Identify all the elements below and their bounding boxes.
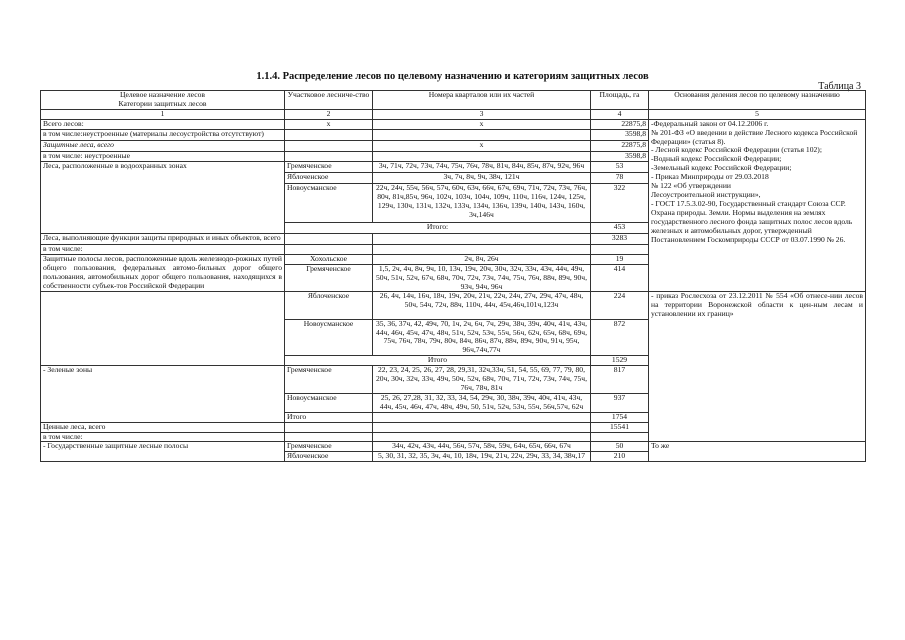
table-row — [41, 244, 866, 254]
header-quarters: Номера кварталов или их частей — [373, 91, 591, 110]
row-name — [41, 412, 285, 422]
row-area: 872 — [591, 319, 649, 356]
row-name — [41, 356, 285, 366]
row-basis — [649, 366, 866, 394]
section-title: 1.1.4. Распределение лесов по целевому назначению и категориям защитных лесов — [256, 71, 649, 82]
row-name: Ценные леса, всего — [41, 422, 285, 432]
row-quarters — [373, 432, 591, 442]
row-name: Защитные леса, всего — [41, 141, 285, 152]
row-name: в том числе: — [41, 244, 285, 254]
forest-distribution-table — [40, 90, 866, 462]
table-row — [41, 412, 866, 422]
row-forestry — [285, 244, 373, 254]
table-row — [41, 442, 866, 452]
row-name: в том числе:неустроенные (материалы лесоустройства отсутствуют) — [41, 130, 285, 141]
row-basis: То же — [649, 442, 866, 452]
row-forestry: Новоусманское — [285, 183, 373, 223]
col-number: 1 — [41, 109, 285, 119]
table-row — [41, 452, 866, 462]
row-basis — [649, 422, 866, 432]
table-header-row — [41, 91, 866, 110]
row-basis — [649, 319, 866, 356]
row-quarters — [373, 412, 591, 422]
row-forestry — [285, 151, 373, 162]
row-area: 414 — [591, 264, 649, 292]
row-name: Защитные полосы лесов, расположенные вдоль железнодо-рожных путей общего пользования, федеральных автомо-бильных дорог общего пользования, автомобильных дорог общего пользования, находящихся в собственности субъек-тов Российской Федерации — [41, 254, 285, 292]
row-name — [41, 183, 285, 223]
row-quarters: 35, 36, 37ч, 42, 49ч, 70, 1ч, 2ч, 6ч, 7ч, 29ч, 38ч, 39ч, 40ч, 41ч, 43ч, 44ч, 46ч, 45ч, 47ч, 48ч, 51ч, 52ч, 53ч, 55ч, 56ч, 62ч, 65ч, 68ч, 69ч, 75ч, 76ч, 78ч, 79ч, 80ч, 84ч, 86ч, 87ч, 88ч, 89ч, 90ч, 91ч, 95ч, 96ч,74ч,77ч — [373, 319, 591, 356]
row-total-label: Итого: — [285, 223, 591, 234]
row-area: 53 — [591, 162, 649, 173]
row-name: Леса, расположенные в водоохранных зонах — [41, 162, 285, 173]
row-quarters: 34ч, 42ч, 43ч, 44ч, 56ч, 57ч, 58ч, 59ч, 64ч, 65ч, 66ч, 67ч — [373, 442, 591, 452]
header-basis: Основания деления лесов по целевому назначению — [649, 91, 866, 110]
row-name — [41, 223, 285, 234]
row-area: 453 — [591, 223, 649, 234]
table-row — [41, 254, 866, 264]
row-name — [41, 319, 285, 356]
row-total-label: Итого — [285, 412, 373, 422]
row-area: 3598,8 — [591, 130, 649, 141]
row-area: 22875,8 — [591, 141, 649, 152]
table-row — [41, 319, 866, 356]
table-row — [41, 119, 866, 130]
row-name — [41, 452, 285, 462]
row-name: в том числе: — [41, 432, 285, 442]
row-area: 15541 — [591, 422, 649, 432]
row-area: 19 — [591, 254, 649, 264]
row-forestry — [285, 234, 373, 245]
row-quarters: 3ч, 7ч, 8ч, 9ч, 38ч, 121ч — [373, 173, 591, 184]
row-basis — [649, 452, 866, 462]
row-area: 1754 — [591, 412, 649, 422]
row-quarters: 22, 23, 24, 25, 26, 27, 28, 29,31, 32ч,33ч, 51, 54, 55, 69, 77, 79, 80, 20ч, 30ч, 32ч, 33ч, 49ч, 50ч, 52ч, 68ч, 70ч, 71ч, 72ч, 73ч, 74ч, 75ч, 76ч, 78ч, 81ч — [373, 366, 591, 394]
row-basis: - приказ Рослесхоза от 23.12.2011 № 554 «Об отнесе-нии лесов на территории Воронежской области к цен-ным лесам и установлении их границ» — [649, 292, 866, 319]
row-area: 78 — [591, 173, 649, 184]
row-quarters: 25, 26, 27,28, 31, 32, 33, 34, 54, 29ч, 30, 38ч, 39ч, 40ч, 41ч, 43ч, 44ч, 45ч, 46ч, 47ч, 48ч, 49ч, 50, 51ч, 52ч, 53ч, 55ч, 56ч,57ч, 62ч — [373, 393, 591, 412]
row-name — [41, 173, 285, 184]
row-forestry: Гремяченское — [285, 162, 373, 173]
col-number: 3 — [373, 109, 591, 119]
row-forestry: Новоусманское — [285, 319, 373, 356]
row-forestry — [285, 422, 373, 432]
row-basis: -Федеральный закон от 04.12.2006 г. № 201-ФЗ «О введении в действие Лесного кодекса Российской Федерации» (статья 8). - Лесной кодекс Российской Федерации (статья 102); -Водный кодекс Российской Федерации; -Земельный кодекс Российской Федерации; - Приказ Минприроды от 29.03.2018 № 122 «Об утверждении Лесоустроительной инструкции», - ГОСТ 17.5.3.02-90, Государственный стандарт Союза ССР. Охрана природы. Земли. Нормы выделения на землях государственного лесного фонда защитных полос лесов вдоль железных и автомобильных дорог, утвержденный Постановлением Госкомприроды СССР от 03.07.1990 № 26. — [649, 119, 866, 244]
row-name: Всего лесов: — [41, 119, 285, 130]
row-quarters — [373, 422, 591, 432]
row-quarters — [373, 130, 591, 141]
row-forestry — [285, 141, 373, 152]
row-forestry: Гремяченское — [285, 264, 373, 292]
row-name: - Государственные защитные лесные полосы — [41, 442, 285, 452]
row-forestry: Гремяченское — [285, 366, 373, 394]
row-quarters: 1,5, 2ч, 4ч, 8ч, 9ч, 10, 13ч, 19ч, 20ч, 30ч, 32ч, 33ч, 43ч, 44ч, 49ч, 50ч, 51ч, 52ч, 67ч, 68ч, 70ч, 72ч, 73ч, 74ч, 75ч, 76ч, 88ч, 89ч, 90ч, 93ч, 94ч, 96ч — [373, 264, 591, 292]
table-row — [41, 422, 866, 432]
row-forestry — [285, 130, 373, 141]
row-forestry: Гремяченское — [285, 442, 373, 452]
row-forestry: Яблоченское — [285, 173, 373, 184]
row-name: Леса, выполняющие функции защиты природных и иных объектов, всего — [41, 234, 285, 245]
row-area: 50 — [591, 442, 649, 452]
row-basis — [649, 244, 866, 254]
row-forestry: Яблоченское — [285, 452, 373, 462]
row-basis — [649, 254, 866, 264]
row-basis — [649, 412, 866, 422]
row-forestry — [285, 432, 373, 442]
row-basis — [649, 393, 866, 412]
row-area: 322 — [591, 183, 649, 223]
row-forestry: Хохольское — [285, 254, 373, 264]
table-label: Таблица 3 — [818, 81, 861, 92]
row-area — [591, 244, 649, 254]
row-quarters: 26, 4ч, 14ч, 16ч, 18ч, 19ч, 20ч, 21ч, 22ч, 24ч, 27ч, 29ч, 47ч, 48ч, 50ч, 54ч, 72ч, 88ч, 110ч, 44ч, 45ч,46ч,101ч,123ч — [373, 292, 591, 319]
row-area: 3598,8 — [591, 151, 649, 162]
table-row — [41, 356, 866, 366]
row-quarters: 5, 30, 31, 32, 35, 3ч, 4ч, 10, 18ч, 19ч, 21ч, 22ч, 29ч, 33, 34, 38ч,17 — [373, 452, 591, 462]
row-forestry: Новоусманское — [285, 393, 373, 412]
row-basis — [649, 264, 866, 292]
row-quarters: 3ч, 71ч, 72ч, 73ч, 74ч, 75ч, 76ч, 78ч, 81ч, 84ч, 85ч, 87ч, 92ч, 96ч — [373, 162, 591, 173]
row-area: 210 — [591, 452, 649, 462]
table-row — [41, 393, 866, 412]
row-quarters: 2ч, 8ч, 26ч — [373, 254, 591, 264]
row-area — [591, 432, 649, 442]
row-forestry: х — [285, 119, 373, 130]
row-forestry: Яблоченское — [285, 292, 373, 319]
row-area: 224 — [591, 292, 649, 319]
table-row — [41, 432, 866, 442]
row-area: 817 — [591, 366, 649, 394]
col-number: 2 — [285, 109, 373, 119]
row-area: 1529 — [591, 356, 649, 366]
row-quarters: х — [373, 119, 591, 130]
col-number: 5 — [649, 109, 866, 119]
table-row — [41, 366, 866, 394]
col-number: 4 — [591, 109, 649, 119]
row-quarters — [373, 244, 591, 254]
header-forestry: Участковое лесниче-ство — [285, 91, 373, 110]
row-quarters: х — [373, 141, 591, 152]
row-quarters — [373, 151, 591, 162]
header-purpose: Целевое назначение лесов Категории защитных лесов — [41, 91, 285, 110]
row-basis — [649, 432, 866, 442]
row-name — [41, 393, 285, 412]
row-quarters — [373, 234, 591, 245]
row-total-label: Итого — [285, 356, 591, 366]
header-area: Площадь, га — [591, 91, 649, 110]
column-number-row — [41, 109, 866, 119]
row-name: в том числе: неустроенные — [41, 151, 285, 162]
row-name — [41, 292, 285, 319]
row-basis — [649, 356, 866, 366]
row-area: 22875,8 — [591, 119, 649, 130]
row-name: - Зеленые зоны — [41, 366, 285, 394]
row-area: 3283 — [591, 234, 649, 245]
row-area: 937 — [591, 393, 649, 412]
table-row — [41, 292, 866, 319]
row-quarters: 22ч, 24ч, 55ч, 56ч, 57ч, 60ч, 63ч, 66ч, 67ч, 69ч, 71ч, 72ч, 73ч, 76ч, 80ч, 81ч,85ч, 96ч, 102ч, 103ч, 104ч, 109ч, 110ч, 116ч, 124ч, 125ч, 129ч, 130ч, 131ч, 132ч, 133ч, 134ч, 136ч, 139ч, 140ч, 143ч, 160ч, 3ч,146ч — [373, 183, 591, 223]
